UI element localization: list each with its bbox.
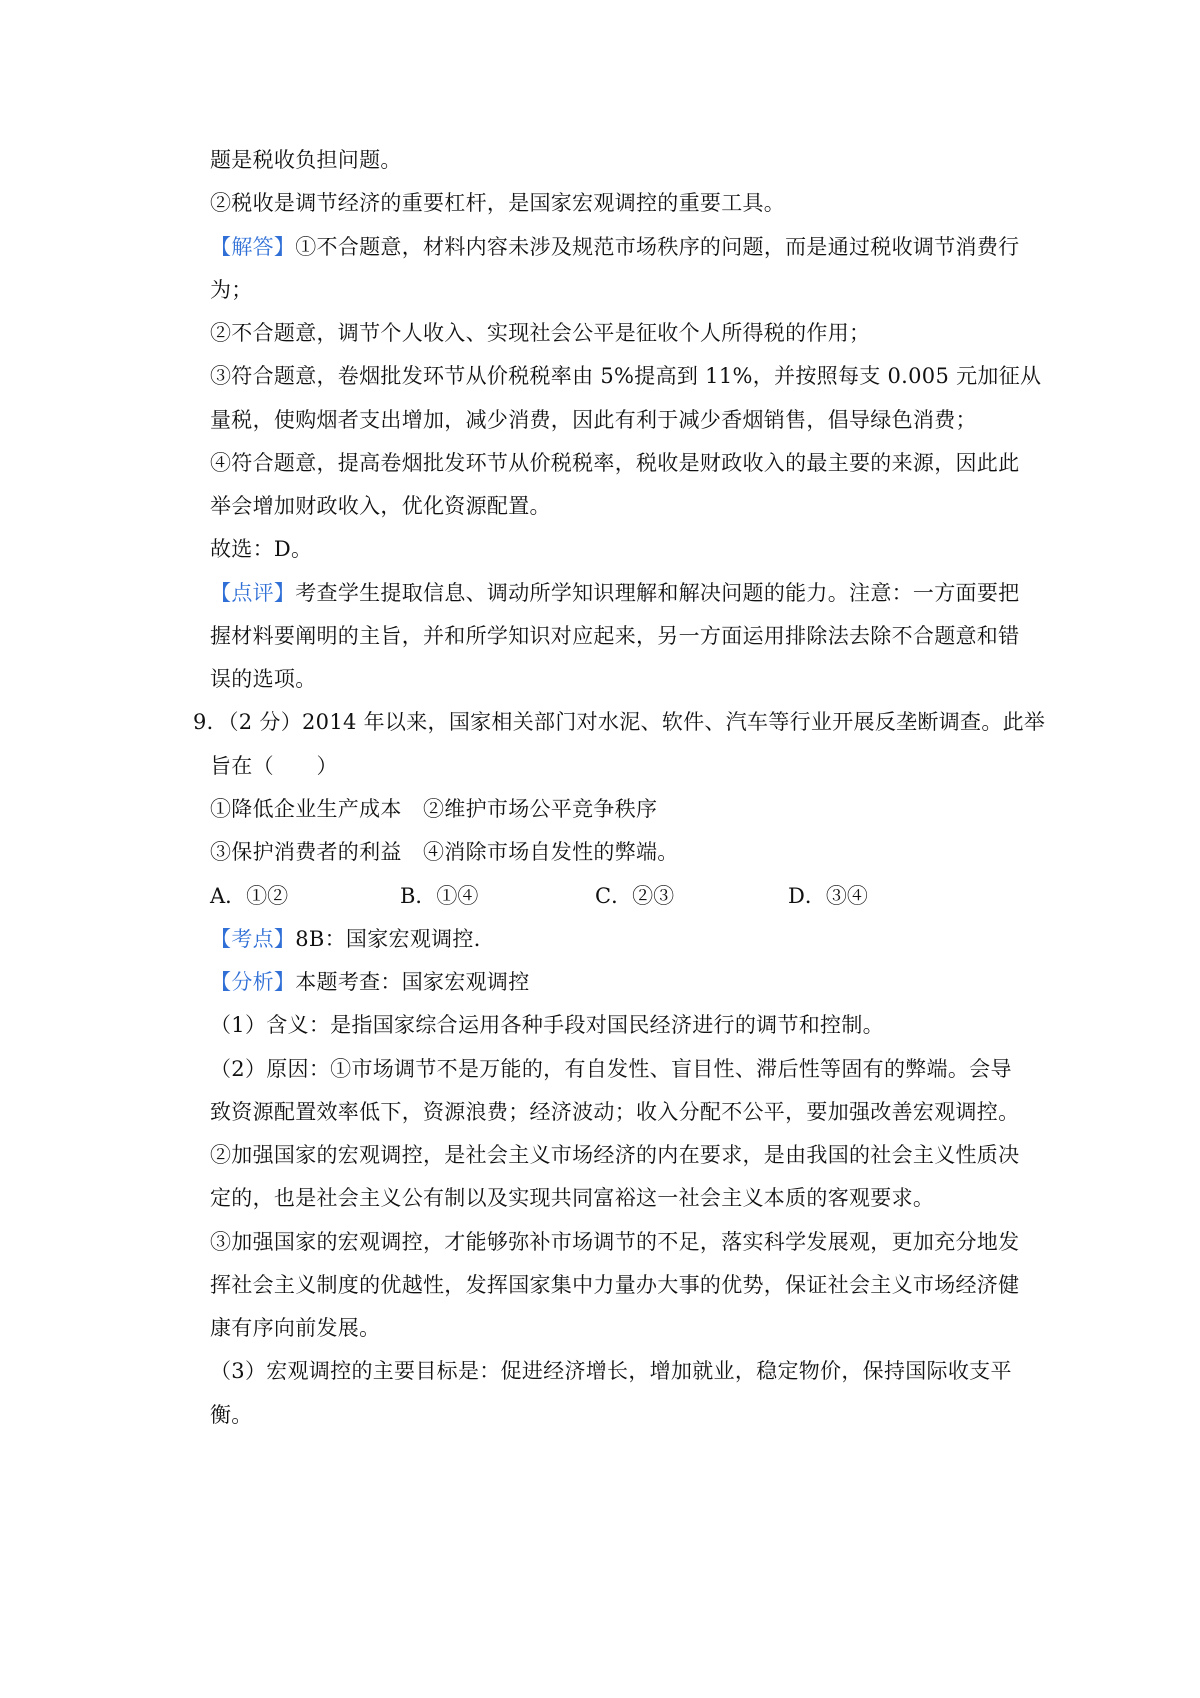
text-line: 致资源配置效率低下，资源浪费；经济波动；收入分配不公平，要加强改善宏观调控。 [210,1100,1020,1124]
text-line: ②税收是调节经济的重要杠杆，是国家宏观调控的重要工具。 [210,191,786,215]
text-line: 康有序向前发展。 [210,1316,381,1340]
analysis-line: 【分析】本题考查：国家宏观调控 [210,970,530,994]
text-line: 量税，使购烟者支出增加，减少消费，因此有利于减少香烟销售，倡导绿色消费； [210,408,977,432]
answer-line: 【解答】①不合题意，材料内容未涉及规范市场秩序的问题，而是通过税收调节消费行 [210,235,1020,259]
option-d: D．③④ [788,884,868,908]
text-line: 衡。 [210,1403,253,1427]
tag-analysis: 【分析】 [210,970,296,994]
question-number: 9． [193,710,228,734]
text-line: 定的，也是社会主义公有制以及实现共同富裕这一社会主义本质的客观要求。 [210,1186,935,1210]
tag-answer: 【解答】 [210,235,296,259]
text-line: ②加强国家的宏观调控，是社会主义市场经济的内在要求，是由我国的社会主义性质决 [210,1143,1020,1167]
option-c: C．②③ [595,884,675,908]
text-line: 故选：D。 [210,537,313,561]
text-line: （3）宏观调控的主要目标是：促进经济增长，增加就业，稳定物价，保持国际收支平 [210,1359,1012,1383]
text-line: 握材料要阐明的主旨，并和所学知识对应起来，另一方面运用排除法去除不合题意和错 [210,624,1020,648]
text-line: ②不合题意，调节个人收入、实现社会公平是征收个人所得税的作用； [210,321,871,345]
statement-line: ③保护消费者的利益 ④消除市场自发性的弊端。 [210,840,679,864]
text-line: ③符合题意，卷烟批发环节从价税税率由 5%提高到 11%，并按照每支 0.005 元加征从 [210,364,1042,388]
text-line: （1）含义：是指国家综合运用各种手段对国民经济进行的调节和控制。 [210,1013,884,1037]
tag-point: 【考点】 [210,927,296,951]
text-line: 旨在（ ） [210,754,338,778]
text-line: ④符合题意，提高卷烟批发环节从价税税率，税收是财政收入的最主要的来源，因此此 [210,451,1020,475]
text-line: （2）原因：①市场调节不是万能的，有自发性、盲目性、滞后性等固有的弊端。会导 [210,1057,1012,1081]
text-line: ③加强国家的宏观调控，才能够弥补市场调节的不足，落实科学发展观，更加充分地发 [210,1230,1020,1254]
text-line: 举会增加财政收入，优化资源配置。 [210,494,551,518]
text-line: 挥社会主义制度的优越性，发挥国家集中力量办大事的优势，保证社会主义市场经济健 [210,1273,1020,1297]
question-stem: 9．（2 分）2014 年以来，国家相关部门对水泥、软件、汽车等行业开展反垄断调查。此举 [193,710,1046,734]
point-line: 【考点】8B：国家宏观调控． [210,927,496,951]
statement-line: ①降低企业生产成本 ②维护市场公平竞争秩序 [210,797,658,821]
option-a: A．①② [210,884,289,908]
text-line: 误的选项。 [210,667,317,691]
text-line: 题是税收负担问题。 [210,148,402,172]
comment-line: 【点评】考查学生提取信息、调动所学知识理解和解决问题的能力。注意：一方面要把 [210,581,1020,605]
text-line: 为； [210,278,253,302]
option-b: B．①④ [400,884,479,908]
tag-comment: 【点评】 [210,581,296,605]
